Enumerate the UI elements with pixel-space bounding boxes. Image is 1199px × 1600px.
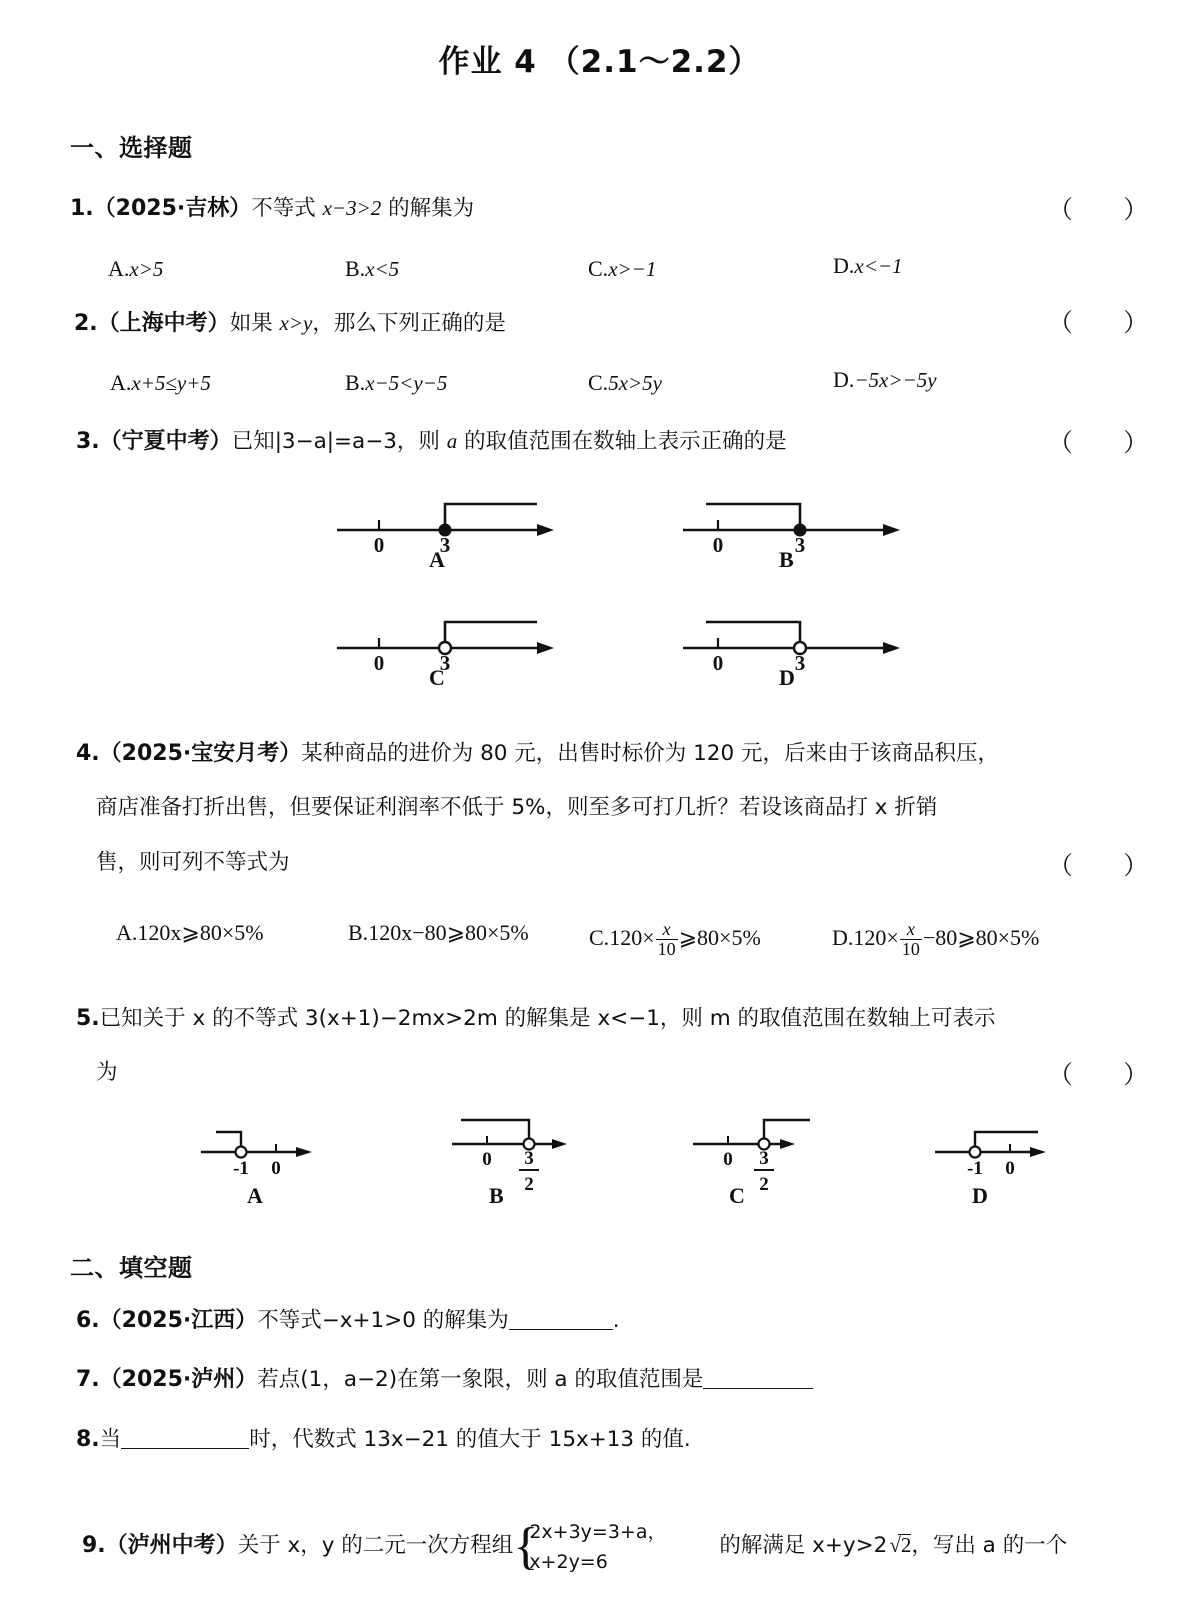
question-4-option-c-fraction (656, 920, 678, 959)
question-4-option-c[interactable] (589, 920, 761, 959)
question-1 (70, 193, 474, 224)
question-2-number: 2. (74, 311, 98, 336)
question-2-option-c-key: C. (588, 370, 609, 395)
question-2-stem-pre: 如果 (229, 311, 280, 336)
question-5-numberline-a[interactable] (196, 1112, 326, 1192)
question-3-numberline-b[interactable] (678, 482, 903, 557)
question-1-option-b-key: B. (345, 256, 366, 281)
question-1-option-b[interactable] (345, 256, 399, 282)
question-4-option-c-key: C. (589, 925, 610, 950)
question-5-line-1 (76, 1003, 995, 1034)
question-4-line-1 (76, 738, 999, 769)
question-1-answer-paren[interactable]: （ ） (1048, 197, 1171, 224)
question-7-answer-blank[interactable] (703, 1368, 813, 1389)
question-6 (76, 1305, 620, 1336)
question-7-stem: 若点(1，a−2)在第一象限，则 a 的取值范围是 (257, 1367, 704, 1392)
svg-text:3: 3 (439, 651, 451, 670)
question-2-stem-post: ，那么下列正确的是 (312, 311, 506, 336)
question-9-source: （泸州中考） (105, 1533, 238, 1559)
question-8-stem-post: 时，代数式 13x−21 的值大于 15x+13 的值. (249, 1427, 691, 1452)
question-3-source: （宁夏中考） (99, 429, 232, 454)
question-2-option-d-key: D. (833, 367, 855, 392)
question-6-number: 6. (76, 1308, 100, 1333)
svg-text:3: 3 (794, 533, 806, 552)
svg-text:-1: -1 (967, 1158, 983, 1179)
question-3-label-c: C (429, 665, 445, 690)
question-4-option-d-pre: 120× (853, 925, 899, 950)
question-1-option-d-text: x<−1 (854, 254, 903, 278)
question-9-stem-post: ，写出 a 的一个 (911, 1533, 1068, 1559)
question-4-line-3 (96, 847, 290, 878)
question-1-option-c[interactable] (588, 256, 656, 282)
question-4-option-a[interactable] (116, 920, 264, 946)
question-4-option-c-pre: 120× (609, 925, 655, 950)
question-9-equation-system (513, 1517, 719, 1577)
question-8-stem-pre: 当 (99, 1427, 122, 1452)
question-1-source: （2025·吉林） (93, 196, 252, 221)
question-6-source: （2025·江西） (99, 1308, 258, 1333)
system-brace: { (513, 1518, 539, 1575)
question-4-answer-paren[interactable]: （ ） (1048, 853, 1171, 880)
question-4-option-d[interactable] (832, 920, 1039, 959)
svg-text:3: 3 (439, 533, 451, 552)
svg-text:0: 0 (482, 1149, 492, 1170)
question-5-text-1: 已知关于 x 的不等式 3(x+1)−2mx>2m 的解集是 x<−1，则 m 的取值范围在数轴上可表示 (99, 1006, 996, 1031)
question-5-label-d: D (972, 1183, 988, 1208)
question-3-numberline-a[interactable] (332, 482, 557, 557)
question-2-stem-math: x>y (279, 311, 313, 335)
question-4-option-b-text: 120x−80⩾80×5% (368, 920, 529, 945)
svg-text:3: 3 (524, 1148, 534, 1169)
svg-text:0: 0 (712, 533, 724, 552)
question-2-option-d-text: −5x>−5y (854, 368, 937, 392)
question-5-numberline-b[interactable] (447, 1102, 582, 1202)
svg-text:0: 0 (712, 651, 724, 670)
question-1-number: 1. (70, 196, 94, 221)
section-header-choice: 一、选择题 (70, 134, 193, 162)
question-1-option-a-key: A. (108, 256, 130, 281)
question-4-text-3: 售，则可列不等式为 (96, 850, 290, 875)
question-6-answer-blank[interactable] (509, 1309, 613, 1330)
question-9-equation-2: x+2y=6 (529, 1551, 608, 1573)
question-3-label-d: D (779, 665, 795, 690)
question-5-label-c: C (729, 1183, 745, 1208)
question-4-option-d-key: D. (832, 925, 854, 950)
svg-text:2: 2 (759, 1174, 769, 1195)
svg-text:3: 3 (794, 651, 806, 670)
square-root-symbol: √ 2 (889, 1533, 912, 1558)
question-7-number: 7. (76, 1367, 100, 1392)
question-5-text-2: 为 (96, 1060, 118, 1085)
question-2-option-c-text: 5x>5y (608, 371, 662, 395)
question-3-stem-post: 的取值范围在数轴上表示正确的是 (457, 429, 787, 454)
question-5-line-2 (96, 1057, 118, 1088)
svg-text:0: 0 (1005, 1158, 1015, 1179)
question-1-option-c-text: x>−1 (608, 257, 657, 281)
question-1-stem-post: 的解集为 (381, 196, 475, 221)
question-5-label-a: A (247, 1183, 263, 1208)
question-5-numberline-d[interactable] (930, 1112, 1060, 1192)
question-3-label-b: B (779, 547, 794, 572)
question-2-source: （上海中考） (97, 311, 230, 336)
question-1-option-b-text: x<5 (365, 257, 400, 281)
question-1-option-c-key: C. (588, 256, 609, 281)
question-1-option-a[interactable] (108, 256, 163, 282)
question-9-stem-pre: 关于 x，y 的二元一次方程组 (237, 1533, 514, 1559)
svg-text:-1: -1 (233, 1158, 249, 1179)
question-4-option-b-key: B. (348, 920, 369, 945)
question-2-option-b-key: B. (345, 370, 366, 395)
question-2-option-c[interactable] (588, 370, 662, 396)
question-3-label-a: A (429, 547, 445, 572)
svg-text:0: 0 (271, 1158, 281, 1179)
question-4-line-2 (96, 792, 937, 823)
question-5-numberline-c[interactable] (688, 1102, 823, 1202)
question-9-number: 9. (82, 1533, 106, 1559)
svg-text:0: 0 (373, 533, 385, 552)
question-8-answer-blank[interactable] (121, 1428, 249, 1449)
question-4-option-a-key: A. (116, 920, 138, 945)
question-2-option-b-text: x−5<y−5 (365, 371, 448, 395)
question-7-source: （2025·泸州） (99, 1367, 258, 1392)
question-2-option-d[interactable] (833, 367, 937, 393)
question-1-stem-pre: 不等式 (251, 196, 323, 221)
question-2-answer-paren[interactable]: （ ） (1048, 310, 1171, 337)
svg-text:3: 3 (759, 1148, 769, 1169)
fraction-numerator: x (662, 919, 671, 939)
question-9-equation-1: 2x+3y=3+a， (529, 1521, 667, 1543)
question-5-number: 5. (76, 1006, 100, 1031)
svg-text:0: 0 (373, 651, 385, 670)
question-4-source: （2025·宝安月考） (99, 741, 302, 766)
question-4-option-a-text: 120x⩾80×5% (137, 920, 264, 945)
question-3-stem-math: a (446, 429, 458, 453)
question-2-option-a-text: x+5≤y+5 (131, 371, 211, 395)
question-6-trailing: . (612, 1308, 620, 1333)
question-3-number: 3. (76, 429, 100, 454)
section-header-fill: 二、填空题 (70, 1254, 193, 1282)
question-9-stem-mid: 的解满足 x+y>2 (719, 1533, 888, 1559)
question-2-option-a[interactable] (110, 370, 211, 396)
fraction-numerator: x (906, 919, 915, 939)
svg-text:2: 2 (524, 1174, 534, 1195)
fraction-denominator: 10 (901, 938, 920, 959)
page-title: 作业 4 （2.1～2.2） (438, 44, 761, 80)
svg-text:0: 0 (723, 1149, 733, 1170)
fraction-denominator: 10 (657, 938, 676, 959)
question-4-option-c-post: ⩾80×5% (678, 925, 761, 950)
question-2-option-a-key: A. (110, 370, 132, 395)
question-8-number: 8. (76, 1427, 100, 1452)
question-4-option-d-post: −80⩾80×5% (922, 925, 1040, 950)
question-1-stem-math: x−3>2 (322, 196, 382, 220)
question-4-text-2: 商店准备打折出售，但要保证利润率不低于 5%，则至多可打几折？若设该商品打 x 折销 (96, 795, 938, 820)
question-8 (76, 1424, 691, 1455)
question-7 (76, 1364, 813, 1395)
question-5-label-b: B (489, 1183, 504, 1208)
question-9 (82, 1517, 1067, 1577)
question-2 (74, 308, 506, 339)
question-1-option-a-text: x>5 (129, 257, 164, 281)
question-3-answer-paren[interactable]: （ ） (1048, 430, 1171, 457)
question-1-option-d-key: D. (833, 253, 855, 278)
question-4-number: 4. (76, 741, 100, 766)
question-6-stem: 不等式−x+1>0 的解集为 (257, 1308, 509, 1333)
sqrt-radicand: 2 (900, 1533, 912, 1558)
question-4-option-b[interactable] (348, 920, 529, 946)
question-3-stem-pre: 已知|3−a|=a−3，则 (231, 429, 447, 454)
question-3 (76, 426, 787, 457)
question-3-numberline-c[interactable] (332, 600, 557, 675)
question-1-option-d[interactable] (833, 253, 903, 279)
question-4-option-d-fraction (900, 920, 922, 959)
question-5-answer-paren[interactable]: （ ） (1048, 1062, 1171, 1089)
question-2-option-b[interactable] (345, 370, 447, 396)
question-4-text-1: 某种商品的进价为 80 元，出售时标价为 120 元，后来由于该商品积压， (301, 741, 1000, 766)
question-3-numberline-d[interactable] (678, 600, 903, 675)
